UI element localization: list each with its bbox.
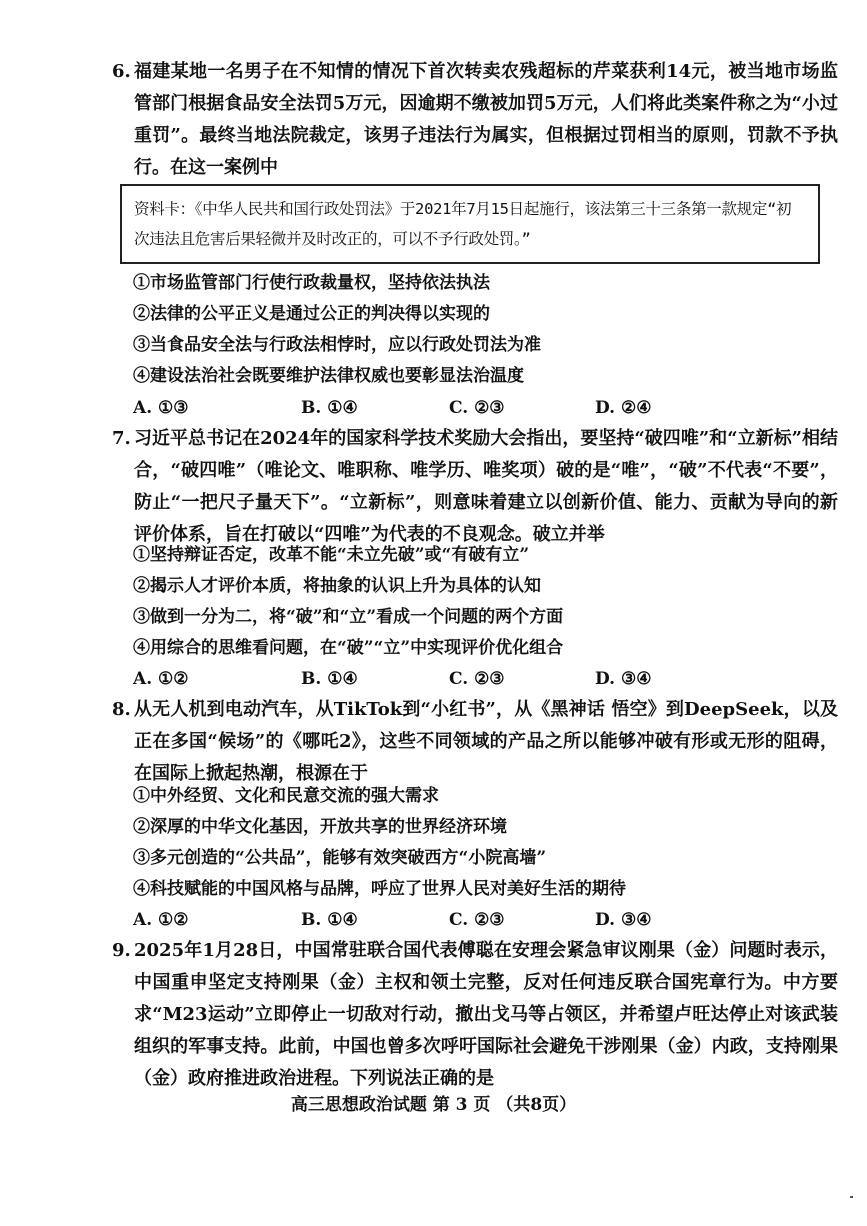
question-number: 6.: [112, 61, 131, 82]
option-1: ①中外经贸、文化和民意交流的强大需求: [133, 786, 439, 806]
choice-c: C. ②③: [449, 398, 505, 418]
question-7-text: 习近平总书记在2024年的国家科学技术奖励大会指出，要坚持“破四唯”和“立新标”相结合，“破四唯”（唯论文、唯职称、唯学历、唯奖项）破的是“唯”，“破”不代表“不要”，防止“一把尺子量天下”。“立新标”，则意味着建立以创新价值、能力、贡献为导向的新评价体系，旨在打破以“四唯”为代表的不良观念。破立并举: [134, 428, 838, 545]
option-4: ④科技赋能的中国风格与品牌，呼应了世界人民对美好生活的期待: [133, 879, 626, 899]
info-card-text: 资料卡：《中华人民共和国行政处罚法》于2021年7月15日起施行，该法第三十三条第一款规定“初次违法且危害后果轻微并及时改正的，可以不予行政处罚。”: [134, 200, 792, 248]
choice-d: D. ③④: [595, 910, 652, 930]
option-4: ④用综合的思维看问题，在“破”“立”中实现评价优化组合: [133, 638, 564, 658]
choice-b: B. ①④: [301, 669, 358, 689]
choice-d: D. ②④: [595, 398, 652, 418]
info-card: [120, 184, 820, 264]
question-6-stem: [112, 56, 838, 184]
question-9-stem: [112, 935, 838, 1095]
choice-a: A. ①②: [133, 910, 189, 930]
question-8-text: 从无人机到电动汽车，从TikTok到“小红书”，从《黑神话 悟空》到DeepSeek，以及正在多国“候场”的《哪吒2》，这些不同领域的产品之所以能够冲破有形或无形的阻碍，在国际上掀起热潮，根源在于: [134, 699, 838, 784]
answer-choices: [133, 905, 823, 935]
option-3: ③当食品安全法与行政法相悖时，应以行政处罚法为准: [133, 335, 541, 355]
choice-a: A. ①③: [133, 398, 189, 418]
answer-choices: [133, 664, 823, 694]
question-number: 8.: [112, 699, 131, 720]
choice-d: D. ③④: [595, 669, 652, 689]
question-6-text: 福建某地一名男子在不知情的情况下首次转卖农残超标的芹菜获利14元，被当地市场监管部门根据食品安全法罚5万元，因逾期不缴被加罚5万元，人们将此类案件称之为“小过重罚”。最终当地法院裁定，该男子违法行为属实，但根据过罚相当的原则，罚款不予执行。在这一案例中: [134, 61, 838, 178]
choice-b: B. ①④: [301, 398, 358, 418]
scan-speck: [850, 1196, 853, 1198]
choice-b: B. ①④: [301, 910, 358, 930]
choice-c: C. ②③: [449, 669, 505, 689]
question-7-stem: [112, 423, 838, 551]
option-4: ④建设法治社会既要维护法律权威也要彰显法治温度: [133, 366, 524, 386]
choice-a: A. ①②: [133, 669, 189, 689]
option-1: ①坚持辩证否定，改革不能“未立先破”或“有破有立”: [133, 545, 530, 565]
option-1: ①市场监管部门行使行政裁量权，坚持依法执法: [133, 273, 490, 293]
question-number: 7.: [112, 428, 131, 449]
answer-choices: [133, 393, 823, 423]
choice-c: C. ②③: [449, 910, 505, 930]
option-2: ②法律的公平正义是通过公正的判决得以实现的: [133, 304, 490, 324]
question-8-stem: [112, 694, 838, 790]
question-9-text: 2025年1月28日，中国常驻联合国代表傅聪在安理会紧急审议刚果（金）问题时表示，中国重申坚定支持刚果（金）主权和领土完整，反对任何违反联合国宪章行为。中方要求“M23运动”立即停止一切敌对行动，撤出戈马等占领区，并希望卢旺达停止对该武装组织的军事支持。此前，中国也曾多次呼吁国际社会避免干涉刚果（金）内政，支持刚果（金）政府推进政治进程。下列说法正确的是: [134, 940, 838, 1089]
page-footer: 高三思想政治试题 第 3 页 （共8页）: [290, 1095, 577, 1115]
option-3: ③做到一分为二，将“破”和“立”看成一个问题的两个方面: [133, 607, 564, 627]
option-3: ③多元创造的“公共品”，能够有效突破西方“小院高墙”: [133, 848, 547, 868]
option-2: ②深厚的中华文化基因，开放共享的世界经济环境: [133, 817, 507, 837]
question-number: 9.: [112, 940, 131, 961]
option-2: ②揭示人才评价本质，将抽象的认识上升为具体的认知: [133, 576, 541, 596]
